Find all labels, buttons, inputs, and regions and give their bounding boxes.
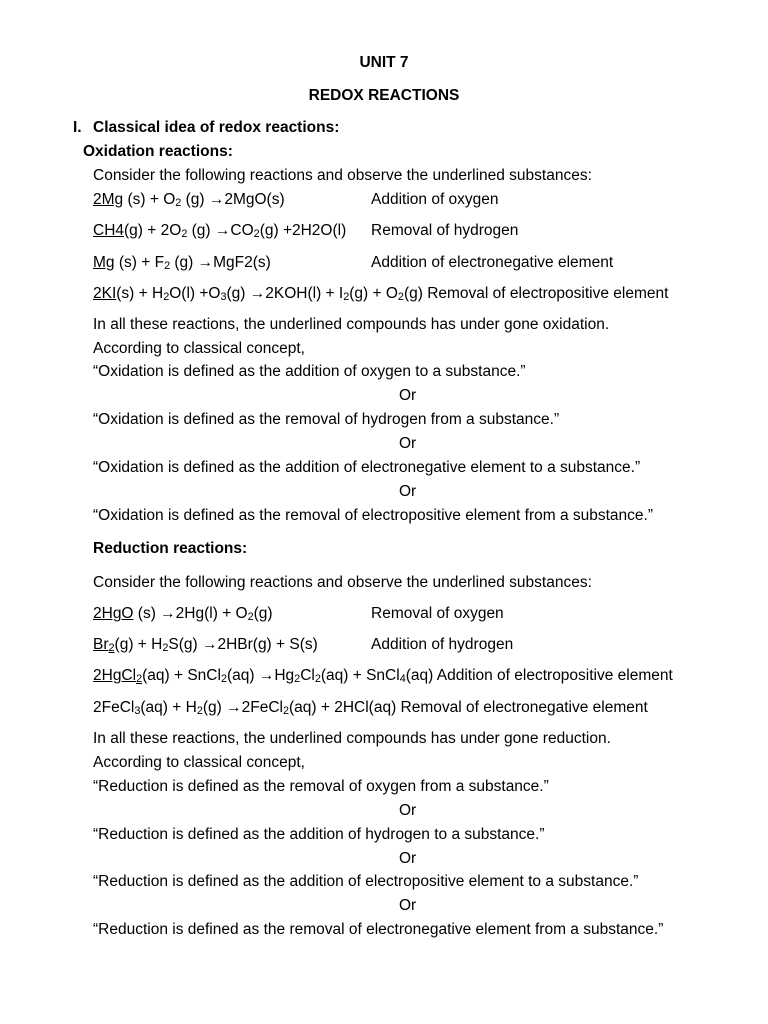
oxidation-intro: Consider the following reactions and observe the underlined substances: xyxy=(93,167,592,184)
reduction-definition-4: “Reduction is defined as the removal of electronegative element from a substance.” xyxy=(93,921,664,938)
reduction-definition-3: “Reduction is defined as the addition of electropositive element to a substance.” xyxy=(93,873,639,890)
equation-text: S(g) →2HBr(g) + S(s) xyxy=(168,636,318,653)
oxidation-summary: In all these reactions, the underlined compounds has under gone oxidation. xyxy=(93,316,610,333)
underlined-substance: 2KI xyxy=(93,285,117,302)
subscript: 2 xyxy=(162,642,169,655)
equation-text: (aq) + H xyxy=(140,699,197,716)
subscript: 2 xyxy=(247,611,254,624)
equation-text: (g) + O xyxy=(349,285,398,302)
subscript: 2 xyxy=(282,705,289,718)
oxidation-definition-2: “Oxidation is defined as the removal of hydrogen from a substance.” xyxy=(93,411,560,428)
equation-text: (g) →CO xyxy=(187,222,254,239)
subscript: 2 xyxy=(343,291,350,304)
subscript: 3 xyxy=(134,705,141,718)
equation-text: (aq) + SnCl xyxy=(320,667,400,684)
oxidation-definition-3: “Oxidation is defined as the addition of electronegative element to a substance.” xyxy=(93,459,641,476)
subscript: 2 xyxy=(397,291,404,304)
equation-text: (g) →2KOH(l) + I xyxy=(226,285,344,302)
equation-text: (g) →2FeCl xyxy=(202,699,283,716)
underlined-substance: 2HgO xyxy=(93,605,134,622)
underlined-substance: 2Mg xyxy=(93,191,124,208)
reduction-heading: Reduction reactions: xyxy=(93,540,248,557)
subscript: 2 xyxy=(164,260,171,273)
or-separator: Or xyxy=(399,897,417,914)
equation-text: (aq) Addition of electropositive element xyxy=(405,667,673,684)
or-separator: Or xyxy=(399,435,417,452)
reduction-reaction-3 xyxy=(93,668,673,684)
oxidation-reaction-2 xyxy=(93,223,346,239)
equation-text: (g) Removal of electropositive element xyxy=(403,285,669,302)
oxidation-reaction-3-note: Addition of electronegative element xyxy=(371,254,614,271)
oxidation-concept: According to classical concept, xyxy=(93,340,305,357)
equation-text: (g) xyxy=(253,605,273,622)
underlined-substance: 2HgCl xyxy=(93,667,137,684)
underlined-substance: CH4 xyxy=(93,222,125,239)
or-separator: Or xyxy=(399,802,417,819)
subscript: 2 xyxy=(136,673,143,686)
reduction-reaction-2-note: Addition of hydrogen xyxy=(371,636,514,653)
reduction-reaction-4 xyxy=(93,700,648,716)
oxidation-definition-4: “Oxidation is defined as the removal of electropositive element from a substance.” xyxy=(93,507,653,524)
or-separator: Or xyxy=(399,387,417,404)
subscript: 2 xyxy=(253,228,260,241)
equation-text: (s) + O xyxy=(123,191,176,208)
reduction-intro: Consider the following reactions and observe the underlined substances: xyxy=(93,574,592,591)
equation-text: 2FeCl xyxy=(93,699,135,716)
oxidation-definition-1: “Oxidation is defined as the addition of oxygen to a substance.” xyxy=(93,363,526,380)
reduction-reaction-1-note: Removal of oxygen xyxy=(371,605,504,622)
equation-text: (s) →2Hg(l) + O xyxy=(133,605,248,622)
subscript: 2 xyxy=(108,642,115,655)
or-separator: Or xyxy=(399,483,417,500)
reduction-definition-1: “Reduction is defined as the removal of oxygen from a substance.” xyxy=(93,778,549,795)
or-separator: Or xyxy=(399,850,417,867)
chapter-title: REDOX REACTIONS xyxy=(308,87,460,104)
equation-text: (aq) + SnCl xyxy=(142,667,221,684)
subscript: 2 xyxy=(163,291,170,304)
subscript: 2 xyxy=(196,705,203,718)
reduction-summary: In all these reactions, the underlined compounds has under gone reduction. xyxy=(93,730,611,747)
subscript: 4 xyxy=(399,673,406,686)
subscript: 2 xyxy=(181,228,188,241)
subscript: 3 xyxy=(220,291,227,304)
equation-text: (g) →2MgO(s) xyxy=(181,191,285,208)
oxidation-reaction-1 xyxy=(93,192,285,208)
reduction-definition-2: “Reduction is defined as the addition of hydrogen to a substance.” xyxy=(93,826,545,843)
equation-text: (g) + H xyxy=(114,636,163,653)
unit-title: UNIT 7 xyxy=(359,54,409,71)
oxidation-reaction-2-note: Removal of hydrogen xyxy=(371,222,519,239)
subscript: 2 xyxy=(175,197,182,210)
reduction-reaction-2 xyxy=(93,637,318,653)
subscript: 2 xyxy=(294,673,301,686)
oxidation-reaction-1-note: Addition of oxygen xyxy=(371,191,499,208)
equation-text: (g) +2H2O(l) xyxy=(259,222,347,239)
equation-text: (g) →MgF2(s) xyxy=(170,254,271,271)
reduction-reaction-1 xyxy=(93,606,273,622)
section-heading: Classical idea of redox reactions: xyxy=(93,119,340,136)
section-number: I. xyxy=(73,119,82,136)
oxidation-reaction-4 xyxy=(93,286,668,302)
subscript: 2 xyxy=(220,673,227,686)
equation-text: (s) + H xyxy=(116,285,164,302)
reduction-concept: According to classical concept, xyxy=(93,754,305,771)
oxidation-reaction-3 xyxy=(93,255,271,271)
equation-text: (s) + F xyxy=(114,254,165,271)
oxidation-heading: Oxidation reactions: xyxy=(83,143,233,160)
equation-text: O(l) +O xyxy=(169,285,221,302)
equation-text: Cl xyxy=(300,667,315,684)
underlined-substance: Br xyxy=(93,636,109,653)
subscript: 2 xyxy=(314,673,321,686)
equation-text: (aq) →Hg xyxy=(226,667,295,684)
equation-text: (aq) + 2HCl(aq) Removal of electronegative element xyxy=(289,699,648,716)
equation-text: (g) + 2O xyxy=(124,222,182,239)
underlined-substance: Mg xyxy=(93,254,115,271)
